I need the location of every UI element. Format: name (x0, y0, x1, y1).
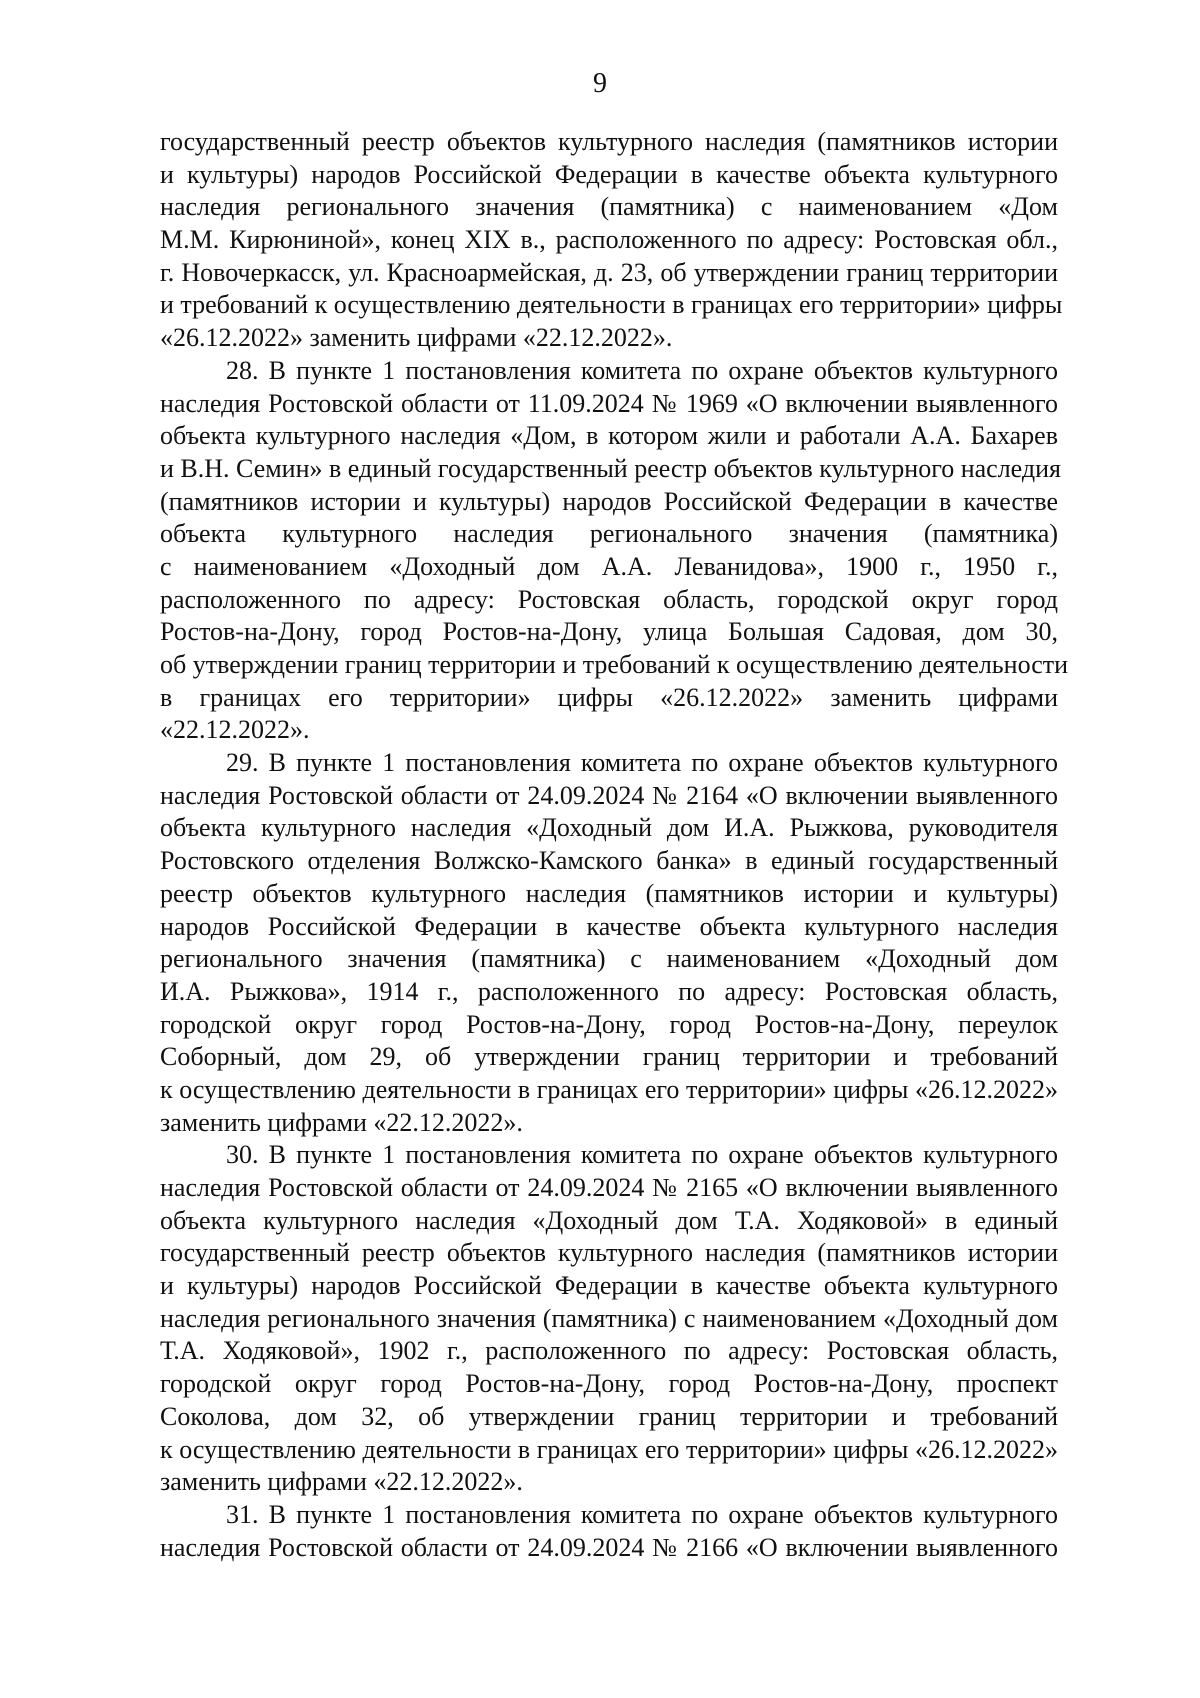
text-line: «26.12.2022» заменить цифрами «22.12.2022». (160, 323, 673, 353)
text-line: народов Российской Федерации в качестве объекта культурного наследия (160, 911, 1058, 941)
text-line: об утверждении границ территории и требований к осуществлению деятельности (160, 650, 1069, 679)
text-line: наследия Ростовской области от 24.09.2024 № 2165 «О включении выявленного (160, 1173, 1058, 1202)
text-line: к осуществлению деятельности в границах его территории» цифры «26.12.2022» (160, 1074, 1058, 1104)
text-line: И.А. Рыжкова», 1914 г., расположенного по адресу: Ростовская область, (160, 976, 1058, 1006)
text-line: заменить цифрами «22.12.2022». (160, 1107, 523, 1137)
text-line: объекта культурного наследия «Дом, в котором жили и работали А.А. Бахарев (160, 421, 1058, 451)
text-line: наследия Ростовской области от 24.09.2024 № 2164 «О включении выявленного (160, 780, 1058, 810)
paragraph-item-30 (160, 1139, 1058, 1499)
text-line: Соколова, дом 32, об утверждении границ территории и требований (160, 1401, 1058, 1431)
text-line: реестр объектов культурного наследия (памятников истории и культуры) (160, 878, 1058, 908)
text-line: и культуры) народов Российской Федерации в качестве объекта культурного (160, 1271, 1058, 1301)
text-line: 28. В пункте 1 постановления комитета по охране объектов культурного (226, 355, 1058, 385)
text-line: государственный реестр объектов культурного наследия (памятников истории (160, 127, 1058, 156)
text-line: (памятников истории и культуры) народов Российской Федерации в качестве (160, 486, 1058, 516)
text-line: объекта культурного наследия регионального значения (памятника) (160, 519, 1058, 549)
text-line: Ростов-на-Дону, город Ростов-на-Дону, улица Большая Садовая, дом 30, (160, 617, 1058, 647)
text-line: Ростовского отделения Волжско-Камского банка» в единый государственный (160, 846, 1058, 876)
text-line: наследия регионального значения (памятника) с наименованием «Дом (160, 192, 1058, 222)
text-line: объекта культурного наследия «Доходный дом И.А. Рыжкова, руководителя (160, 813, 1058, 843)
document-body (160, 126, 1069, 1564)
text-line: городской округ город Ростов-на-Дону, город Ростов-на-Дону, переулок (160, 1009, 1058, 1039)
text-line: и требований к осуществлению деятельности в границах его территории» цифры (160, 290, 1063, 320)
paragraph-continuation (160, 126, 1063, 355)
text-line: 29. В пункте 1 постановления комитета по охране объектов культурного (226, 748, 1058, 778)
text-line: наследия регионального значения (памятника) с наименованием «Доходный дом (160, 1303, 1058, 1333)
text-line: с наименованием «Доходный дом А.А. Леванидова», 1900 г., 1950 г., (160, 551, 1058, 581)
text-line: и культуры) народов Российской Федерации в качестве объекта культурного (160, 159, 1058, 189)
text-line: наследия Ростовской области от 24.09.2024 № 2166 «О включении выявленного (160, 1532, 1058, 1562)
text-line: наследия Ростовской области от 11.09.2024 № 1969 «О включении выявленного (160, 388, 1058, 418)
text-line: 30. В пункте 1 постановления комитета по охране объектов культурного (226, 1140, 1058, 1170)
text-line: «22.12.2022». (160, 715, 310, 745)
text-line: М.М. Кирюниной», конец XIX в., расположенного по адресу: Ростовская обл., (160, 225, 1058, 255)
text-line: г. Новочеркасск, ул. Красноармейская, д. 23, об утверждении границ территории (160, 257, 1058, 287)
text-line: расположенного по адресу: Ростовская область, городской округ город (160, 584, 1058, 614)
paragraph-item-29 (160, 747, 1058, 1139)
text-line: 31. В пункте 1 постановления комитета по охране объектов культурного (226, 1499, 1058, 1529)
text-line: регионального значения (памятника) с наименованием «Доходный дом (160, 944, 1058, 974)
paragraph-item-28 (160, 355, 1069, 747)
text-line: и В.Н. Семин» в единый государственный реестр объектов культурного наследия (160, 453, 1061, 483)
text-line: в границах его территории» цифры «26.12.2022» заменить цифрами (160, 682, 1058, 712)
text-line: Соборный, дом 29, об утверждении границ территории и требований (160, 1042, 1058, 1072)
paragraph-item-31 (160, 1499, 1058, 1564)
text-line: Т.А. Ходяковой», 1902 г., расположенного по адресу: Ростовская область, (160, 1336, 1058, 1366)
text-line: городской округ город Ростов-на-Дону, город Ростов-на-Дону, проспект (160, 1369, 1058, 1399)
text-line: государственный реестр объектов культурного наследия (памятников истории (160, 1238, 1058, 1268)
text-line: заменить цифрами «22.12.2022». (160, 1467, 523, 1497)
page-number: 9 (593, 68, 607, 99)
text-line: к осуществлению деятельности в границах его территории» цифры «26.12.2022» (160, 1434, 1058, 1464)
text-line: объекта культурного наследия «Доходный дом Т.А. Ходяковой» в единый (160, 1205, 1058, 1235)
